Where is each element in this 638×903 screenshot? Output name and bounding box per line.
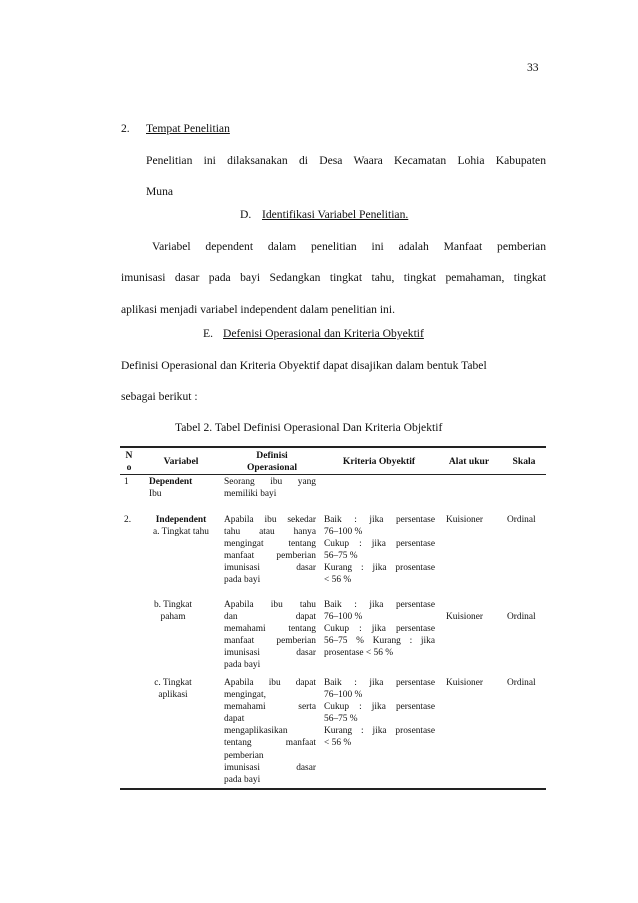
section-e-para-line-1: Definisi Operasional dan Kriteria Obyektif dapat disajikan dalam bentuk Tabel bbox=[121, 359, 487, 372]
section-d-heading: Identifikasi Variabel Penelitian. bbox=[262, 208, 409, 221]
row3-alat-ukur: Kuisioner bbox=[446, 612, 483, 622]
section-2-heading: Tempat Penelitian bbox=[146, 122, 230, 135]
section-2-para-line-2: Muna bbox=[146, 185, 174, 198]
section-d-para-line-1: Variabel dependent dalam penelitian ini adalah Manfaat pemberian bbox=[152, 240, 546, 253]
table-caption: Tabel 2. Tabel Definisi Operasional Dan Kriteria Objektif bbox=[175, 421, 443, 434]
section-2-para-line-1: Penelitian ini dilaksanakan di Desa Waara Kecamatan Lohia Kabupaten bbox=[146, 154, 546, 167]
header-skala: Skala bbox=[512, 456, 536, 467]
row3-definisi: Apabila ibu tahu dan dapat memahami tentang manfaat pemberian imunisasi dasar pada bayi bbox=[224, 600, 316, 671]
table-top-rule bbox=[120, 446, 546, 448]
section-e-heading: Defenisi Operasional dan Kriteria Obyektif bbox=[223, 327, 424, 340]
section-e-letter: E. bbox=[203, 327, 213, 340]
header-alat-ukur: Alat ukur bbox=[448, 456, 490, 467]
row4-alat-ukur: Kuisioner bbox=[446, 678, 483, 688]
row1-variabel: Dependent Ibu bbox=[149, 477, 193, 500]
section-e-para-line-2: sebagai berikut : bbox=[121, 390, 198, 403]
header-definisi: Definisi Operasional bbox=[246, 450, 298, 473]
header-variabel: Variabel bbox=[163, 456, 199, 467]
row4-kriteria: Baik : jika persentase 76–100 % Cukup : jika persentase 56–75 % Kurang : jika prosentase < 56 % bbox=[324, 678, 435, 749]
row1-definisi: Seorang ibu yang memiliki bayi bbox=[224, 477, 316, 500]
row2-definisi: Apabila ibu sekedar tahu atau hanya mengingat tentang manfaat pemberian imunisasi dasar pada bayi bbox=[224, 515, 316, 586]
row4-definisi: Apabila ibu dapat mengingat, memahami serta dapat mengaplikasikan tentang manfaat pemberian imunisasi dasar pada bayi bbox=[224, 678, 316, 785]
row3-skala: Ordinal bbox=[507, 612, 536, 622]
section-2-number: 2. bbox=[121, 122, 130, 135]
row4-skala: Ordinal bbox=[507, 678, 536, 688]
row2-kriteria: Baik : jika persentase 76–100 % Cukup : jika persentase 56–75 % Kurang : jika prosentase < 56 % bbox=[324, 515, 435, 586]
page-number: 33 bbox=[527, 61, 539, 74]
row4-variabel: c. Tingkat aplikasi bbox=[154, 678, 192, 701]
section-d-para-line-3: aplikasi menjadi variabel independent dalam penelitian ini. bbox=[121, 303, 395, 316]
row2-skala: Ordinal bbox=[507, 515, 536, 525]
row1-no: 1 bbox=[124, 477, 129, 487]
row2-no: 2. bbox=[124, 515, 132, 525]
row2-variabel: Independent a. Tingkat tahu bbox=[153, 515, 209, 538]
row3-variabel: b. Tingkat paham bbox=[153, 600, 193, 623]
header-kriteria: Kriteria Obyektif bbox=[342, 456, 416, 467]
row3-kriteria: Baik : jika persentase 76–100 % Cukup : jika persentase 56–75 % Kurang : jika prosentase < 56 % bbox=[324, 600, 435, 659]
table-bottom-rule bbox=[120, 788, 546, 790]
row2-alat-ukur: Kuisioner bbox=[446, 515, 483, 525]
table-header-rule bbox=[120, 474, 546, 475]
section-d-para-line-2: imunisasi dasar pada bayi Sedangkan tingkat tahu, tingkat pemahaman, tingkat bbox=[121, 271, 546, 284]
section-d-letter: D. bbox=[240, 208, 252, 221]
header-no: N o bbox=[125, 450, 133, 473]
